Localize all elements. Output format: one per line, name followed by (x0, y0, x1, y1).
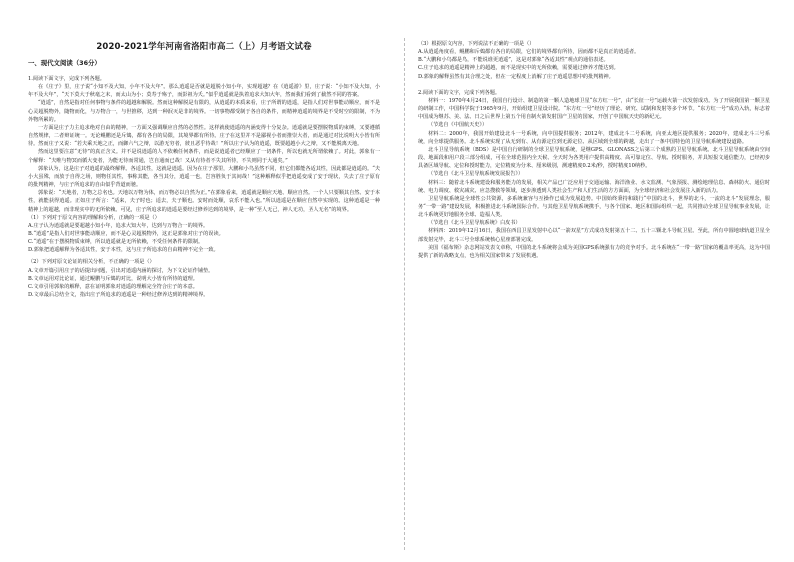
answer-option: D.郭象把逍遥解释为各适其性，安于本性，这与庄子所追求的自由精神不完全一致。 (28, 247, 219, 254)
answer-option: C.文章引用郭象的解释，意在证明郭象对逍遥的理解完全符合庄子的本意。 (28, 283, 198, 290)
answer-option: D.文章最后总结全文，指出庄子所追求的逍遥是一种经过修养达到的精神境界。 (28, 292, 209, 299)
question-1-options (28, 222, 380, 255)
section-heading: 一、现代文阅读（36分） (28, 59, 101, 67)
passage-paragraph: “逍遥”，自然是指对任何事物与条件的超越和解脱。然而这种解脱是有限的，从逍遥的本质来看，庄子所谓的逍遥，是指人们对世事能动顺应，而不是心灵超脱物外，随物而化，与万物合一，与世推移，达到一种泯灭是非的境界。一切事物都受制于各自的条件，而精神逍遥的境界是不受时空的限制，不为外物所累的。 (28, 100, 380, 123)
material-3 (418, 179, 770, 228)
answer-option: C.“逍遥”在于摆脱物质束缚，所以逍遥就是无所依赖，不受任何条件的限制。 (28, 239, 204, 246)
question-intro: 1.阅读下面文字，完成下列各题。 (28, 76, 105, 82)
material-paragraph: （节选自《北斗卫星导航系统发展报告》） (428, 171, 524, 178)
material-paragraph: 材料三：随着北斗系统建设和服务能力的发展，相关产品已广泛应用于交通运输、海洋渔业、水文监测、气象预报、测绘地理信息、森林防火、通信时统、电力调度、救灾减灾、应急搜救等领域，逐步渗透到人类社会生产和人们生活的方方面面，为全球经济和社会发展注入新的活力。 (418, 179, 770, 194)
passage-paragraph: 郭象认为，这是庄子对逍遥的最终解释。各适其性，这就是逍遥。因为在庄子那里，大鹏和小鸟虽然不同，但它们都能各适其性，因此都是逍遥的。“夫小大虽殊，而放于自得之场，则物任其性，事称其能，各当其分，逍遥一也，岂容胜负于其间哉！”这种解释似乎把逍遥变成了安于现状，失去了庄子原有的批判精神，与庄子所追求的自由似乎背道而驰。 (28, 165, 380, 189)
question-3-options (418, 48, 770, 81)
exam-title: 2020-2021学年河南省洛阳市高二（上）月考语文试卷 (96, 42, 312, 52)
answer-option: A.从逍遥角度看，鲲鹏和斥鴳都有各自的局限，它们的境界都有所待，因而都不是真正的逍遥者。 (418, 49, 640, 56)
material-2 (418, 130, 770, 179)
passage-paragraph: 在《庄子》里，庄子说“小知不及大知，小年不及大年”。那么逍遥是否就是超脱小知小年，实现超越？在《逍遥游》里，庄子说：“小知不及大知，小年不及大年”，“天下莫大于秋毫之末，而太山为小；莫寿于殇子，而彭祖为夭。”似乎逍遥就是执着追求大知大年，然而我们看到了截然不同的答案。 (28, 84, 380, 99)
answer-option: B.文章运用对比论证，通过鲲鹏与斥鴳的对比，说明大小皆有所待的道理。 (28, 275, 198, 282)
passage-paragraph: 然而这里要注意“无待”的真正含义。并不是说逍遥的人不依赖任何条件，而是说逍遥者已经顺应了一切条件，所以也就无所谓依赖了。对此，郭象有一个解释：“夫唯与物冥而循大变者，为能无待而常通，岂自通而已哉！又从有待者不失其所待，不失则同于大通矣。” (28, 149, 380, 164)
material-paragraph: （节选自《北斗卫星导航系统》白皮书） (428, 220, 521, 227)
answer-option: A.文章开篇引用庄子的话提出问题，引出对逍遥内涵的探讨，为下文论证作铺垫。 (28, 267, 214, 274)
material-4 (418, 227, 770, 260)
material-paragraph: （节选自《中国航天史》） (428, 122, 488, 129)
column-divider (404, 38, 405, 550)
left-column (28, 58, 380, 299)
question-intro-2: 2.阅读下面的文字，完成下列各题。 (418, 89, 501, 96)
question-3: （3）根据原文内容，下列说法不正确的一项是（） (418, 41, 535, 47)
material-paragraph: 北斗卫星导航系统（BDS）是中国自行研制的全球卫星导航系统，是继GPS、GLONASS之后第三个成熟的卫星导航系统。北斗卫星导航系统由空间段、地面段和用户段三部分组成，可在全球范围内全天候、全天时为各类用户提供高精度、高可靠定位、导航、授时服务，并具短报文通信能力，已经初步具备区域导航、定位和授时能力，定位精度为分米、厘米级别，测速精度0.2米/秒，授时精度10纳秒。 (418, 146, 770, 170)
passage (28, 83, 380, 214)
answer-option: D.郭象的解释虽然有其合理之处，但在一定程度上消解了庄子逍遥思想中的批判精神。 (418, 73, 614, 80)
answer-option: B.“大鹏和小鸟都是鸟，不能说谁更逍遥”，这是对郭象“各适其性”观点的通俗表述。 (418, 57, 609, 64)
answer-option: C.庄子追求的逍遥是精神上的超越，而不是现实中的无所依赖，需要通过修养才能达到。 (418, 65, 619, 72)
material-paragraph: 材料四：2019年12月16日，我国在西昌卫星发射中心以“一箭双星”方式成功发射第五十二、五十三颗北斗导航卫星。至此，所有中圆地球轨道卫星全部发射完毕，北斗三号全球系统核心星座部署完成。 (418, 228, 770, 243)
material-paragraph: 材料二：2000年，我国开始建设北斗一号系统，向中国提供服务；2012年，建成北斗二号系统，向亚太地区提供服务；2020年，建成北斗三号系统，向全球提供服务。北斗系统实现了从无到有、从有源定位到无源定位、从区域到全球的跨越，走出了一条中国特色的卫星导航系统建设道路。 (418, 130, 770, 145)
material-paragraph: 材料一：1970年4月24日，我国自行设计、制造的第一颗人造地球卫星“东方红一号”，由“长征一号”运载火箭一次发射成功。为了开展我国第一颗卫星的研制工作，中国科学院于1965年9月，开始组建卫星设计院。“东方红一号”经历了理论、研究、试制和发射等多个环节。“东方红一号”成功入轨，标志着中国成为继苏、美、法、日之后世界上第五个用自制火箭发射国产卫星的国家，开创了中国航天史的新纪元。 (418, 97, 770, 121)
passage-paragraph: 一方面是庄子力主追求绝对自由的精神，一方面又强调顺应自然的必然性。这样就使逍遥的内涵变得十分复杂。逍遥就是要摆脱物质的束缚，又要遵循自然规律，二者辩证统一。无论鲲鹏还是斥鴳，都有各自的局限，其境界都有所待。庄子在这里并不是鄙视小者而推崇大者，而是通过对比说明大小皆有所待。然而庄子又说：“若夫乘天地之正，而御六气之辩，以游无穷者，彼且恶乎待哉！”所以庄子认为的逍遥，既要超越小大之辩，又不能脱离天地。 (28, 124, 380, 148)
passage-paragraph: 郭象说：“天地者，万物之总名也。天地以万物为体，而万物必以自然为正。”在郭象看来，逍遥就是顺应天地、顺应自然。一个人只要顺其自然、安于本性，就能获得逍遥。正如庄子所言：“适来，夫子时也；适去，夫子顺也。安时而处顺，哀乐不能入也。”所以逍遥是在顺应自然中实现的。这种逍遥是一种精神上的超越，而非现实中的无所依赖。可见，庄子所追求的逍遥是要经过修养达到的境界，是一种“至人无己，神人无功，圣人无名”的境界。 (28, 190, 380, 213)
material-paragraph: 卫星导航系统是全球性公共资源，多系统兼容与互操作已成为发展趋势。中国始终秉持和践行“中国的北斗，世界的北斗，一流的北斗”发展理念，服务“一带一路”建设发展，积极推进北斗系统国际合作。与其他卫星导航系统携手，与各个国家、地区和国际组织一起，共同推动全球卫星导航事业发展，让北斗系统更好地服务全球、造福人类。 (418, 195, 770, 219)
answer-option: B.“逍遥”是指人们对世事能动顺应，而不是心灵超脱物外，这正是郭象对庄子的误读。 (28, 230, 224, 237)
right-column (418, 40, 770, 260)
answer-option: A.庄子认为逍遥就是要超越小知小年，追求大知大年，达到与万物合一的境界。 (28, 222, 209, 229)
material-1 (418, 97, 770, 130)
question-1: （1）下列对于原文内容的理解和分析，正确的一项是（） (28, 214, 160, 221)
question-2-options (28, 267, 380, 300)
question-2: （2）下列对原文论证的相关分析，不正确的一项是（） (28, 259, 155, 266)
material-paragraph: 美国《福布斯》杂志网站发表文章称，中国的北斗系统将会成为美国GPS系统强有力的竞争对手。北斗系统在“一带一路”国家的覆盖率更高，这为中国提供了新的战略支点，也为相关国家带来了发展机遇。 (418, 244, 770, 259)
